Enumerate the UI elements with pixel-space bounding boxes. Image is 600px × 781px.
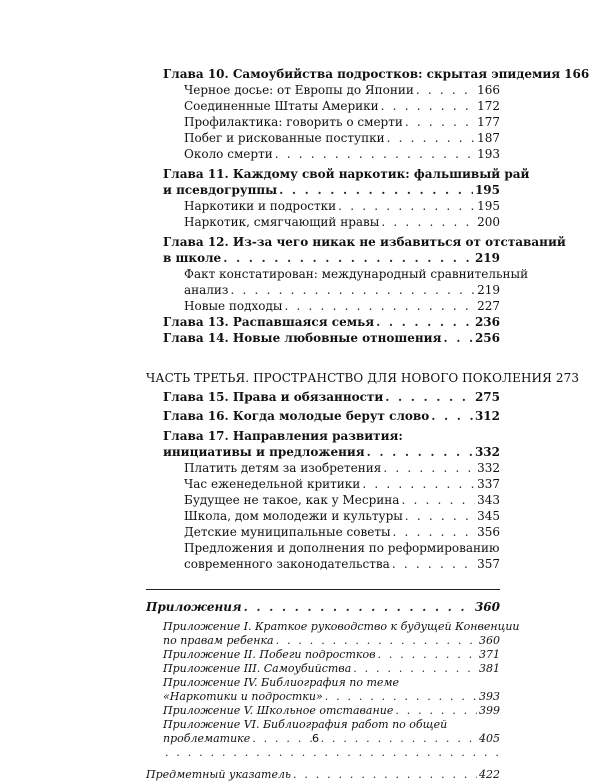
toc-leader [275, 147, 475, 162]
toc-entry [184, 99, 500, 114]
toc-leader [367, 445, 473, 460]
toc-leader [244, 600, 473, 615]
toc-entry [184, 493, 500, 508]
toc-appendix [163, 704, 500, 717]
toc-leader [431, 409, 473, 424]
toc-entry [184, 215, 500, 230]
toc-leader [338, 199, 475, 214]
toc-leader [378, 648, 478, 661]
toc-leader [284, 299, 475, 314]
toc-leader [393, 525, 476, 540]
toc-page-number: 422 [479, 768, 500, 781]
toc-entry-title: Наркотик, смягчающий нравы [184, 215, 380, 229]
toc-entry-title: Час еженедельной критики [184, 477, 361, 491]
toc-page-number: 195 [474, 183, 500, 197]
toc-page-number: 381 [479, 662, 500, 675]
toc-page-number: 360 [474, 600, 500, 614]
toc-page-number: 219 [477, 283, 500, 297]
toc-appendix [163, 662, 500, 675]
toc-appendix [163, 732, 500, 745]
toc-leader [325, 690, 477, 703]
toc-appendix [163, 648, 500, 661]
toc-entry-line1: Факт констатирован: международный сравнительный [184, 267, 529, 281]
toc-entry [184, 461, 500, 476]
toc-chapter-12 [163, 251, 500, 266]
toc-chapter-17 [163, 445, 500, 460]
page-number: 6 [312, 732, 319, 745]
toc-entry [184, 299, 500, 314]
toc-page-number: 371 [479, 648, 500, 661]
toc-chapter-title: инициативы и предложения [163, 445, 365, 459]
toc-entry-title: Побег и рискованные поступки [184, 131, 385, 145]
toc-leader [405, 115, 475, 130]
toc-page-number: 193 [477, 147, 500, 161]
toc-page-number: 399 [479, 704, 500, 717]
toc-page-number: 177 [477, 115, 500, 129]
toc-page-number: 343 [477, 493, 500, 507]
toc-entry [184, 525, 500, 540]
toc-appendix-title: «Наркотики и подростки» [163, 690, 323, 703]
toc-page-number: 356 [477, 525, 500, 539]
toc-leader [362, 477, 475, 492]
toc-leader [416, 83, 475, 98]
toc-chapter-11 [163, 183, 500, 198]
toc-leader [401, 493, 475, 508]
toc-entry-title: Будущее не такое, как у Месрина [184, 493, 400, 507]
toc-page-number: 393 [479, 690, 500, 703]
toc-chapter-title: Глава 15. Права и обязанности [163, 390, 384, 404]
toc-chapter-14 [163, 331, 500, 346]
toc-leader [381, 99, 475, 114]
toc-leader [385, 390, 473, 405]
toc-leader [279, 183, 473, 198]
toc-entry [184, 557, 500, 572]
toc-page-number: 332 [474, 445, 500, 459]
toc-appendix-title: Приложение V. Школьное отставание [163, 704, 394, 717]
toc-entry-title: Черное досье: от Европы до Японии [184, 83, 414, 97]
toc-entry-title: Около смерти [184, 147, 273, 161]
section-divider [146, 589, 500, 590]
toc-appendix-line1: Приложение VI. Библиография работ по общей [163, 718, 448, 731]
toc-chapter-15 [163, 390, 500, 405]
toc-appendix [163, 690, 500, 703]
toc-page-number: 219 [474, 251, 500, 265]
toc-leader [376, 315, 473, 330]
toc-page-number: 332 [477, 461, 500, 475]
toc-leader [252, 732, 477, 745]
toc-page-number: 275 [474, 390, 500, 404]
toc-page-number: 360 [479, 634, 500, 647]
toc-appendices-title: Приложения [146, 600, 242, 614]
toc-leader [230, 283, 475, 298]
toc-chapter-title: в школе [163, 251, 222, 265]
toc-entry-title: Платить детям за изобретения [184, 461, 382, 475]
toc-appendices [146, 600, 500, 615]
toc-entry-title: Новые подходы [184, 299, 283, 313]
toc-page-number: 337 [477, 477, 500, 491]
toc-entry [184, 509, 500, 524]
toc-chapter-17-line1: Глава 17. Направления развития: [163, 429, 403, 443]
toc-chapter-12-line1: Глава 12. Из-за чего никак не избавиться от отставаний [163, 235, 566, 249]
toc-page-number: 273 [555, 371, 580, 385]
toc-entry-line1: Предложения и дополнения по реформированию [184, 541, 500, 555]
toc-page-number: 227 [477, 299, 500, 313]
toc-chapter-10 [163, 67, 590, 82]
toc-entry-title: Профилактика: говорить о смерти [184, 115, 403, 129]
toc-chapter-title: Глава 10. Самоубийства подростков: скрытая эпидемия [163, 67, 561, 81]
toc-entry [184, 199, 500, 214]
toc-page-number: 405 [479, 732, 500, 745]
toc-chapter-title: Глава 13. Распавшаяся семья [163, 315, 375, 329]
toc-leader [381, 215, 475, 230]
toc-leader [223, 251, 473, 266]
toc-appendix-title: Приложение III. Самоубийства [163, 662, 352, 675]
toc-page-number: 187 [477, 131, 500, 145]
toc-leader [353, 662, 477, 675]
toc-page-number: 236 [474, 315, 500, 329]
toc-leader [405, 509, 475, 524]
toc-page-number: 195 [477, 199, 500, 213]
toc-entry [184, 83, 500, 98]
toc-index-title: Предметный указатель [146, 768, 291, 781]
toc-entry-title: анализ [184, 283, 229, 297]
toc-chapter-13 [163, 315, 500, 330]
toc-leader [395, 704, 477, 717]
toc-appendix-line1: Приложение IV. Библиография по теме [163, 676, 400, 689]
toc-page-number: 200 [477, 215, 500, 229]
toc-entry-title: Наркотики и подростки [184, 199, 337, 213]
toc-appendix-title: Приложение II. Побеги подростков [163, 648, 376, 661]
toc-chapter-title: и псевдогруппы [163, 183, 278, 197]
toc-entry-title: современного законодательства [184, 557, 390, 571]
toc-chapter-title: Глава 16. Когда молодые берут слово [163, 409, 430, 423]
toc-appendix-line1: Приложение I. Краткое руководство к будущей Конвенции [163, 620, 520, 633]
toc-entry [184, 147, 500, 162]
toc-page-number: 312 [474, 409, 500, 423]
toc-appendix-title: по правам ребенка [163, 634, 274, 647]
toc-entry-title: Школа, дом молодежи и культуры [184, 509, 403, 523]
toc-entry-title: Детские муниципальные советы [184, 525, 391, 539]
toc-part-three [146, 371, 580, 386]
toc-leader [383, 461, 475, 476]
toc-subject-index [146, 768, 500, 781]
toc-chapter-title: Глава 14. Новые любовные отношения [163, 331, 442, 345]
toc-leader [443, 331, 473, 346]
toc-entry [184, 283, 500, 298]
toc-page-number: 166 [477, 83, 500, 97]
toc-entry [184, 477, 500, 492]
toc-appendix [163, 634, 500, 647]
toc-leader [392, 557, 475, 572]
toc-page-number: 256 [474, 331, 500, 345]
toc-page-number: 172 [477, 99, 500, 113]
toc-chapter-11-line1: Глава 11. Каждому свой наркотик: фальшивый рай [163, 167, 530, 181]
toc-entry-title: Соединенные Штаты Америки [184, 99, 379, 113]
toc-page-number: 357 [477, 557, 500, 571]
toc-appendix-title: проблематике [163, 732, 251, 745]
toc-page-number: 345 [477, 509, 500, 523]
toc-part-title: ЧАСТЬ ТРЕТЬЯ. ПРОСТРАНСТВО ДЛЯ НОВОГО ПОКОЛЕНИЯ [146, 371, 552, 385]
toc-leader [387, 131, 476, 146]
toc-page-number: 166 [564, 67, 590, 81]
toc-leader [276, 634, 477, 647]
toc-leader [293, 768, 477, 781]
toc-entry [184, 131, 500, 146]
toc-entry [184, 115, 500, 130]
toc-chapter-16 [163, 409, 500, 424]
